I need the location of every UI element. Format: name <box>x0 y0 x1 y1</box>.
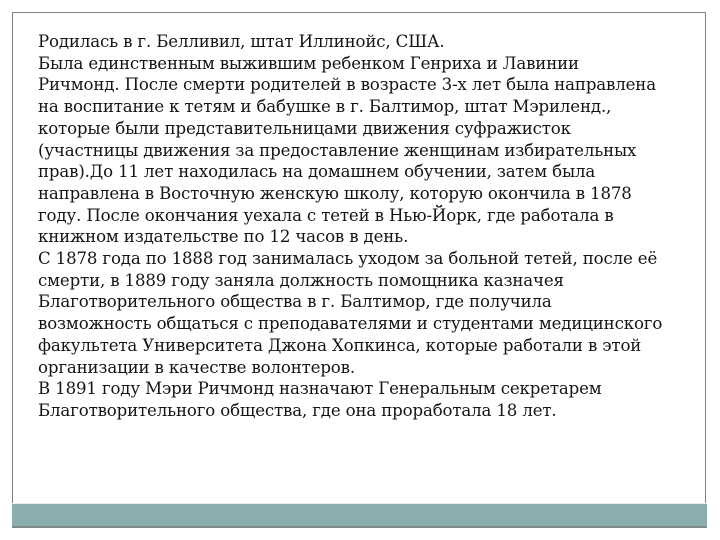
footer-accent-bar <box>12 503 707 528</box>
text-line: Была единственным выжившим ребенком Генриха и Лавинии <box>38 53 579 73</box>
text-line: факультета Университета Джона Хопкинса, которые работали в этой <box>38 335 642 355</box>
text-line: возможность общаться с преподавателями и студентами медицинского <box>38 314 663 334</box>
text-line: организации в качестве волонтеров. <box>38 357 355 377</box>
text-line: С 1878 года по 1888 год занималась уходом за больной тетей, после её <box>38 249 658 269</box>
text-line: книжном издательстве по 12 часов в день. <box>38 227 409 247</box>
text-line: (участницы движения за предоставление женщинам избирательных <box>38 140 637 160</box>
text-line: прав).До 11 лет находилась на домашнем обучении, затем была <box>38 162 596 182</box>
text-line: Ричмонд. После смерти родителей в возрасте 3-х лет была направлена <box>38 75 656 95</box>
text-line: В 1891 году Мэри Ричмонд назначают Генеральным секретарем <box>38 379 602 399</box>
text-line: на воспитание к тетям и бабушке в г. Балтимор, штат Мэриленд., <box>38 97 612 117</box>
slide-body-text <box>38 31 708 422</box>
footer-accent-fill <box>12 504 707 528</box>
text-line: году. После окончания уехала с тетей в Нью-Йорк, где работала в <box>38 205 614 225</box>
text-line: направлена в Восточную женскую школу, которую окончила в 1878 <box>38 183 632 203</box>
text-line: Благотворительного общества в г. Балтимор, где получила <box>38 292 552 312</box>
text-line: смерти, в 1889 году заняла должность помощника казначея <box>38 270 564 290</box>
text-line: Родилась в г. Белливил, штат Иллинойс, США. <box>38 32 445 51</box>
text-line: Благотворительного общества, где она проработала 18 лет. <box>38 400 557 420</box>
text-line: которые были представительницами движения суфражисток <box>38 118 571 138</box>
